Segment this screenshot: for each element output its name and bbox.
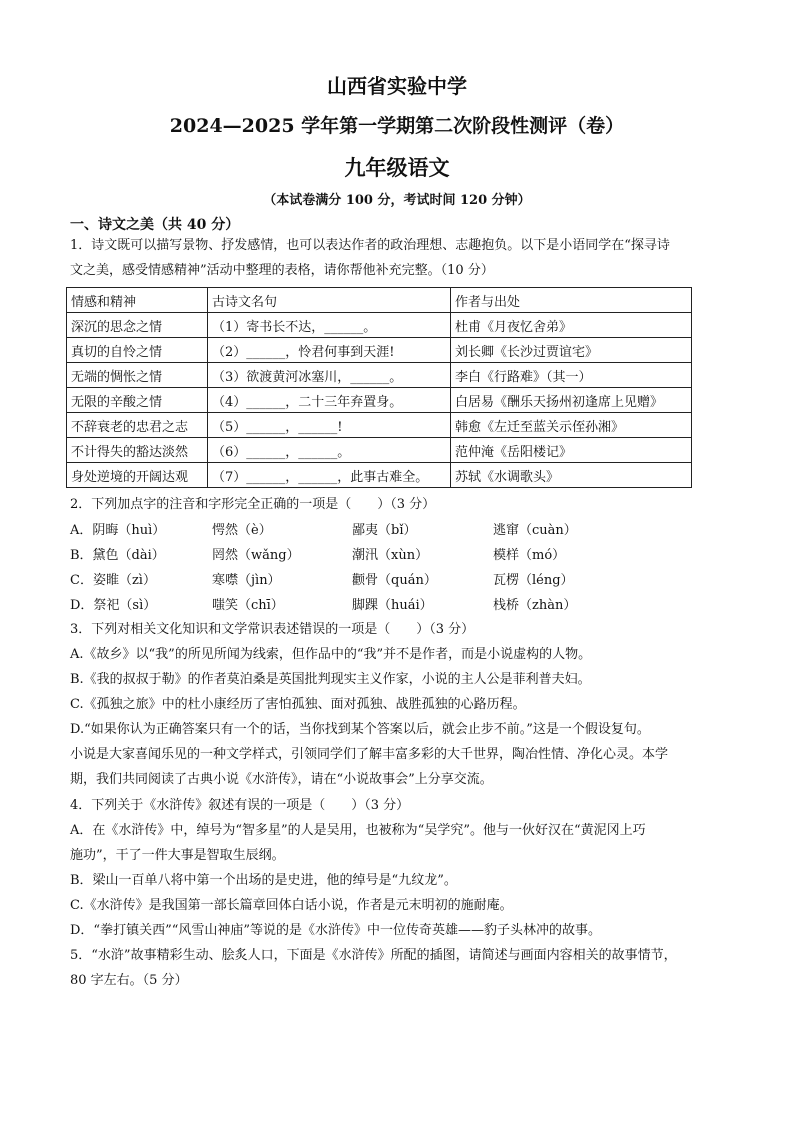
table-cell: 不辞衰老的忠君之志 bbox=[67, 413, 208, 438]
table-cell: 身处逆境的开阔达观 bbox=[67, 463, 208, 488]
q2-option-b-word3: 潮汛（xùn） bbox=[352, 548, 429, 563]
q5-stem-line2: 80 字左右。（5 分） bbox=[70, 973, 188, 988]
q2-option-b-word2: 罔然（wǎng） bbox=[212, 548, 300, 563]
q2-option-a-word1: A．阴晦（huì） bbox=[70, 523, 166, 538]
table-row bbox=[67, 438, 692, 463]
q2-option-c-word3: 颧骨（quán） bbox=[352, 573, 437, 588]
q5-stem-line1: 5．“水浒”故事精彩生动、脍炙人口，下面是《水浒传》所配的插图，请简述与画面内容相关的故事情节， bbox=[70, 948, 677, 963]
q2-option-c-word2: 寒噤（jìn） bbox=[212, 573, 281, 588]
table-cell: 李白《行路难》（其一） bbox=[451, 363, 692, 388]
q4-option-b: B．梁山一百单八将中第一个出场的是史进，他的绰号是“九纹龙”。 bbox=[70, 873, 457, 888]
table-cell: （3）欲渡黄河冰塞川，______。 bbox=[208, 363, 451, 388]
q1-stem-line2: 文之美，感受情感精神”活动中整理的表格，请你帮他补充完整。（10 分） bbox=[70, 263, 494, 278]
q2-option-d-word2: 嗤笑（chī） bbox=[212, 598, 284, 613]
q3-option-c: C.《孤独之旅》中的杜小康经历了害怕孤独、面对孤独、战胜孤独的心路历程。 bbox=[70, 697, 526, 712]
table-row bbox=[67, 363, 692, 388]
table-header: 古诗文名句 bbox=[208, 288, 451, 313]
table-cell: （1）寄书长不达，______。 bbox=[208, 313, 451, 338]
exam-title: 2024—2025 学年第一学期第二次阶段性测评（卷） bbox=[169, 115, 625, 137]
q2-option-b-word4: 模样（mó） bbox=[493, 548, 566, 563]
q3-stem: 3．下列对相关文化知识和文学常识表述错误的一项是（ ）（3 分） bbox=[70, 622, 475, 637]
table-cell: 无端的惆怅之情 bbox=[67, 363, 208, 388]
table-cell: 范仲淹《岳阳楼记》 bbox=[451, 438, 692, 463]
table-cell: 杜甫《月夜忆舍弟》 bbox=[451, 313, 692, 338]
table-row bbox=[67, 388, 692, 413]
q2-option-a-word2: 愕然（è） bbox=[212, 523, 272, 538]
intro-line1: 小说是大家喜闻乐见的一种文学样式，引领同学们了解丰富多彩的大千世界，陶冶性情、净化心灵。本学 bbox=[70, 747, 669, 762]
q2-stem: 2．下列加点字的注音和字形完全正确的一项是（ ）（3 分） bbox=[70, 497, 436, 512]
table-cell: 无限的辛酸之情 bbox=[67, 388, 208, 413]
table-cell: （4）______，二十三年弃置身。 bbox=[208, 388, 451, 413]
table-row bbox=[67, 463, 692, 488]
table-cell: （2）______，怜君何事到天涯! bbox=[208, 338, 451, 363]
q2-option-b-word1: B．黛色（dài） bbox=[70, 548, 165, 563]
table-row bbox=[67, 413, 692, 438]
q2-option-d-word1: D．祭祀（sì） bbox=[70, 598, 157, 613]
table-cell: 韩愈《左迁至蓝关示侄孙湘》 bbox=[451, 413, 692, 438]
q3-option-d: D.“如果你认为正确答案只有一个的话，当你找到某个答案以后，就会止步不前。”这是一个假设复句。 bbox=[70, 722, 650, 737]
table-cell: （7）______，______，此事古难全。 bbox=[208, 463, 451, 488]
q4-option-a-line2: 施功”，干了一件大事是智取生辰纲。 bbox=[70, 848, 285, 863]
table-cell: （5）______，______! bbox=[208, 413, 451, 438]
q2-option-d-word4: 栈桥（zhàn） bbox=[493, 598, 577, 613]
intro-line2: 期，我们共同阅读了古典小说《水浒传》，请在“小说故事会”上分享交流。 bbox=[70, 772, 493, 787]
poem-table bbox=[66, 287, 692, 488]
q2-option-a-word4: 逃窜（cuàn） bbox=[493, 523, 577, 538]
q2-option-c-word1: C．姿睢（zì） bbox=[70, 573, 156, 588]
table-cell: 深沉的思念之情 bbox=[67, 313, 208, 338]
table-cell: 刘长卿《长沙过贾谊宅》 bbox=[451, 338, 692, 363]
school-title: 山西省实验中学 bbox=[327, 74, 467, 98]
q2-option-a-word3: 鄙夷（bǐ） bbox=[352, 523, 417, 538]
table-row bbox=[67, 338, 692, 363]
q3-option-b: B.《我的叔叔于勒》的作者莫泊桑是英国批判现实主义作家，小说的主人公是菲利普夫妇。 bbox=[70, 672, 591, 687]
table-cell: （6）______，______。 bbox=[208, 438, 451, 463]
q4-option-c: C.《水浒传》是我国第一部长篇章回体白话小说，作者是元末明初的施耐庵。 bbox=[70, 898, 513, 913]
section-1-title: 一、诗文之美（共 40 分） bbox=[70, 217, 240, 233]
table-cell: 苏轼《水调歌头》 bbox=[451, 463, 692, 488]
q2-option-d-word3: 脚踝（huái） bbox=[352, 598, 433, 613]
table-header: 作者与出处 bbox=[451, 288, 692, 313]
q3-option-a: A.《故乡》以“我”的所见所闻为线索，但作品中的“我”并不是作者，而是小说虚构的人物。 bbox=[70, 647, 592, 662]
table-cell: 真切的自怜之情 bbox=[67, 338, 208, 363]
table-cell: 白居易《酬乐天扬州初逢席上见赠》 bbox=[451, 388, 692, 413]
subject-title: 九年级语文 bbox=[344, 155, 450, 180]
q2-option-c-word4: 瓦楞（léng） bbox=[493, 573, 574, 588]
exam-note: （本试卷满分 100 分，考试时间 120 分钟） bbox=[263, 193, 531, 208]
q1-stem-line1: 1．诗文既可以描写景物、抒发感情，也可以表达作者的政治理想、志趣抱负。以下是小语同学在“探寻诗 bbox=[70, 238, 670, 253]
table-cell: 不计得失的豁达淡然 bbox=[67, 438, 208, 463]
q4-option-d: D．“拳打镇关西”“风雪山神庙”等说的是《水浒传》中一位传奇英雄——豹子头林冲的故事。 bbox=[70, 923, 602, 938]
table-row bbox=[67, 313, 692, 338]
table-header: 情感和精神 bbox=[67, 288, 208, 313]
q4-stem: 4．下列关于《水浒传》叙述有误的一项是（ ）（3 分） bbox=[70, 798, 410, 813]
table-header-row bbox=[67, 288, 692, 313]
q4-option-a-line1: A．在《水浒传》中，绰号为“智多星”的人是吴用，也被称为“吴学究”。他与一伙好汉在“黄泥冈上巧 bbox=[70, 823, 646, 838]
